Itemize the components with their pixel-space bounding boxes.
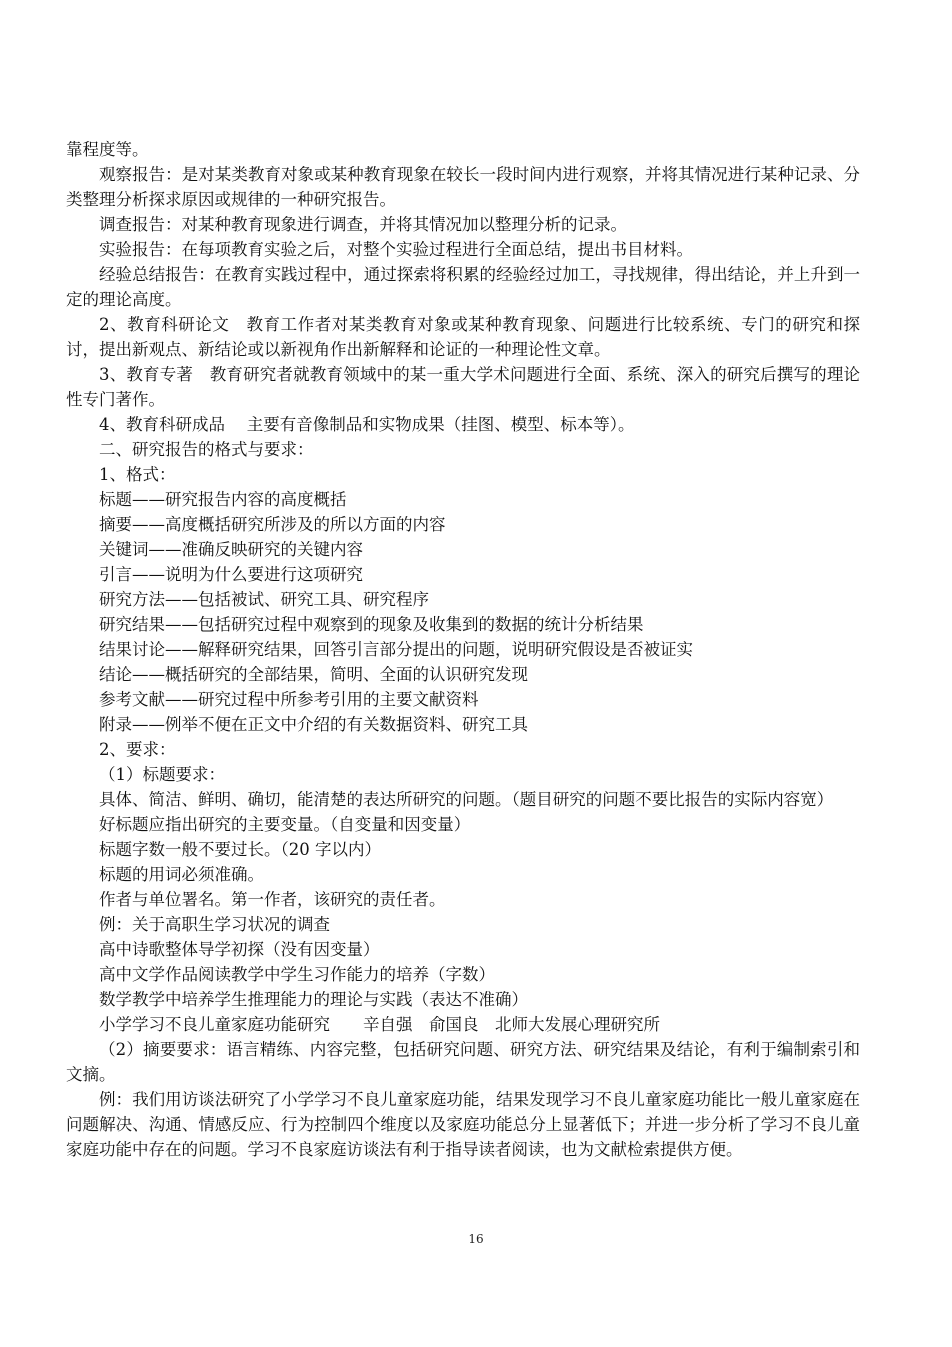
paragraph: 例：我们用访谈法研究了小学学习不良儿童家庭功能，结果发现学习不良儿童家庭功能比一般儿童家庭在问题解决、沟通、情感反应、行为控制四个维度以及家庭功能总分上显著低下；并进一步分析了学习不良儿童家庭功能中存在的问题。学习不良家庭访谈法有利于指导读者阅读，也为文献检索提供方便。 [66,1090,860,1159]
paragraph: 4、教育科研成品 主要有音像制品和实物成果（挂图、模型、标本等）。 [99,415,635,434]
paragraph: 参考文献——研究过程中所参考引用的主要文献资料 [99,690,479,709]
paragraph: 结果讨论——解释研究结果，回答引言部分提出的问题，说明研究假设是否被证实 [99,640,693,659]
paragraph: 小学学习不良儿童家庭功能研究 辛自强 俞国良 北师大发展心理研究所 [99,1015,660,1034]
paragraph: 例：关于高职生学习状况的调查 [99,915,330,934]
paragraph: 2、要求： [99,740,176,759]
paragraph: 靠程度等。 [66,140,149,159]
paragraph: 具体、简洁、鲜明、确切，能清楚的表达所研究的问题。（题目研究的问题不要比报告的实际内容宽） [99,790,834,809]
paragraph: 好标题应指出研究的主要变量。（自变量和因变量） [99,815,471,834]
paragraph: 附录——例举不便在正文中介绍的有关数据资料、研究工具 [99,715,528,734]
paragraph: 实验报告：在每项教育实验之后，对整个实验过程进行全面总结，提出书目材料。 [99,240,693,259]
paragraph: 高中诗歌整体导学初探（没有因变量） [99,940,380,959]
paragraph: 研究方法——包括被试、研究工具、研究程序 [99,590,429,609]
paragraph: 摘要——高度概括研究所涉及的所以方面的内容 [99,515,446,534]
paragraph: 调查报告：对某种教育现象进行调查，并将其情况加以整理分析的记录。 [99,215,627,234]
paragraph: 结论——概括研究的全部结果，简明、全面的认识研究发现 [99,665,528,684]
document-body [66,137,860,1162]
paragraph: （2）摘要要求：语言精练、内容完整，包括研究问题、研究方法、研究结果及结论，有利于编制索引和文摘。 [66,1040,860,1084]
paragraph: 高中文学作品阅读教学中学生习作能力的培养（字数） [99,965,495,984]
paragraph: （1）标题要求： [99,765,225,784]
paragraph: 经验总结报告：在教育实践过程中，通过探索将积累的经验经过加工，寻找规律，得出结论，并上升到一定的理论高度。 [66,265,860,309]
page-number: 16 [468,1232,484,1246]
paragraph: 标题字数一般不要过长。（20 字以内） [99,840,381,859]
paragraph: 研究结果——包括研究过程中观察到的现象及收集到的数据的统计分析结果 [99,615,644,634]
paragraph: 标题——研究报告内容的高度概括 [99,490,347,509]
paragraph: 作者与单位署名。第一作者，该研究的责任者。 [99,890,446,909]
paragraph: 标题的用词必须准确。 [99,865,264,884]
paragraph: 数学教学中培养学生推理能力的理论与实践（表达不准确） [99,990,528,1009]
paragraph: 观察报告：是对某类教育对象或某种教育现象在较长一段时间内进行观察，并将其情况进行某种记录、分类整理分析探求原因或规律的一种研究报告。 [66,165,860,209]
paragraph: 二、研究报告的格式与要求： [99,440,314,459]
paragraph: 1、格式： [99,465,176,484]
paragraph: 关键词——准确反映研究的关键内容 [99,540,363,559]
paragraph: 引言——说明为什么要进行这项研究 [99,565,363,584]
paragraph: 2、教育科研论文 教育工作者对某类教育对象或某种教育现象、问题进行比较系统、专门的研究和探讨，提出新观点、新结论或以新视角作出新解释和论证的一种理论性文章。 [66,315,860,359]
paragraph: 3、教育专著 教育研究者就教育领域中的某一重大学术问题进行全面、系统、深入的研究后撰写的理论性专门著作。 [66,365,860,409]
